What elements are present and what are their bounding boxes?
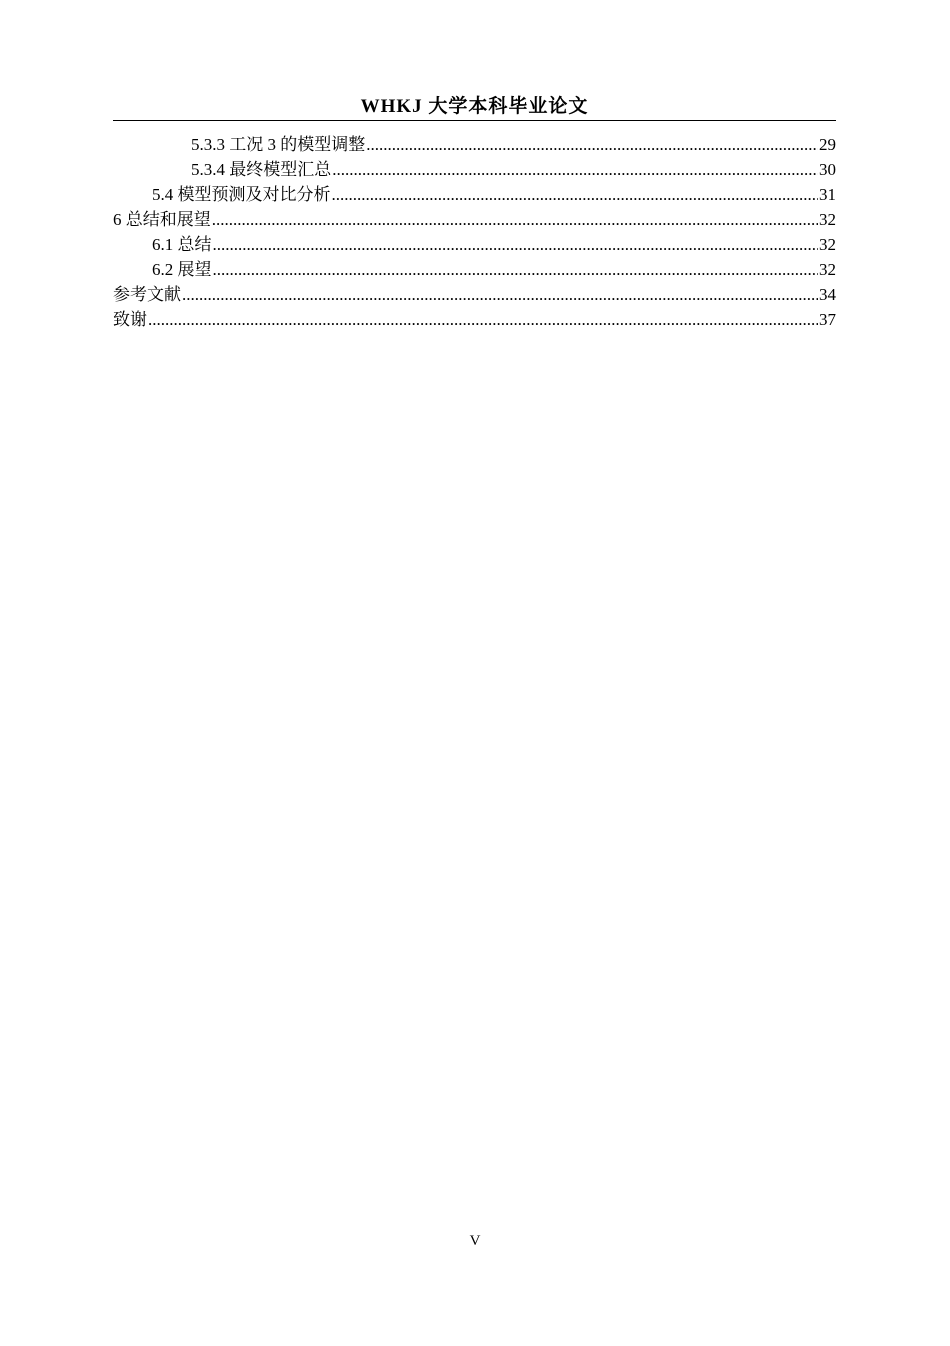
toc-dot-leader (366, 132, 818, 157)
toc-entry-page: 31 (819, 185, 836, 204)
toc-entry-page: 32 (819, 260, 836, 279)
page-number: V (469, 1233, 481, 1249)
toc-entry[interactable] (113, 132, 836, 157)
toc-entry-label: 5.4 模型预测及对比分析 (152, 185, 331, 204)
toc-dot-leader (212, 207, 818, 232)
toc-entry[interactable] (113, 157, 836, 182)
toc-dot-leader (332, 182, 819, 207)
toc-entry-label: 5.3.4 最终模型汇总 (191, 160, 332, 179)
toc-dot-leader (182, 282, 818, 307)
toc-entry-label: 6.1 总结 (152, 235, 212, 254)
toc-entry-page: 34 (819, 285, 836, 304)
toc-entry[interactable] (113, 282, 836, 307)
toc-entry-label: 致谢 (113, 310, 147, 329)
toc-dot-leader (213, 257, 819, 282)
toc-dot-leader (213, 232, 819, 257)
toc-entry-page: 29 (819, 135, 836, 154)
toc-entry-label: 6.2 展望 (152, 260, 212, 279)
toc-entry-page: 30 (819, 160, 836, 179)
toc-dot-leader (148, 307, 818, 332)
toc-entry[interactable] (113, 232, 836, 257)
toc-entry[interactable] (113, 257, 836, 282)
page-footer (0, 1231, 950, 1251)
toc-entry-page: 32 (819, 235, 836, 254)
toc-entry[interactable] (113, 182, 836, 207)
toc-entry[interactable] (113, 307, 836, 332)
toc-dot-leader (332, 157, 818, 182)
toc-entry-page: 32 (819, 210, 836, 229)
header-title: WHKJ 大学本科毕业论文 (360, 96, 589, 117)
table-of-contents (113, 132, 836, 332)
toc-entry-label: 6 总结和展望 (113, 210, 211, 229)
toc-entry[interactable] (113, 207, 836, 232)
toc-entry-label: 参考文献 (113, 285, 181, 304)
toc-entry-label: 5.3.3 工况 3 的模型调整 (191, 135, 366, 154)
page-header (113, 94, 836, 121)
toc-entry-page: 37 (819, 310, 836, 329)
